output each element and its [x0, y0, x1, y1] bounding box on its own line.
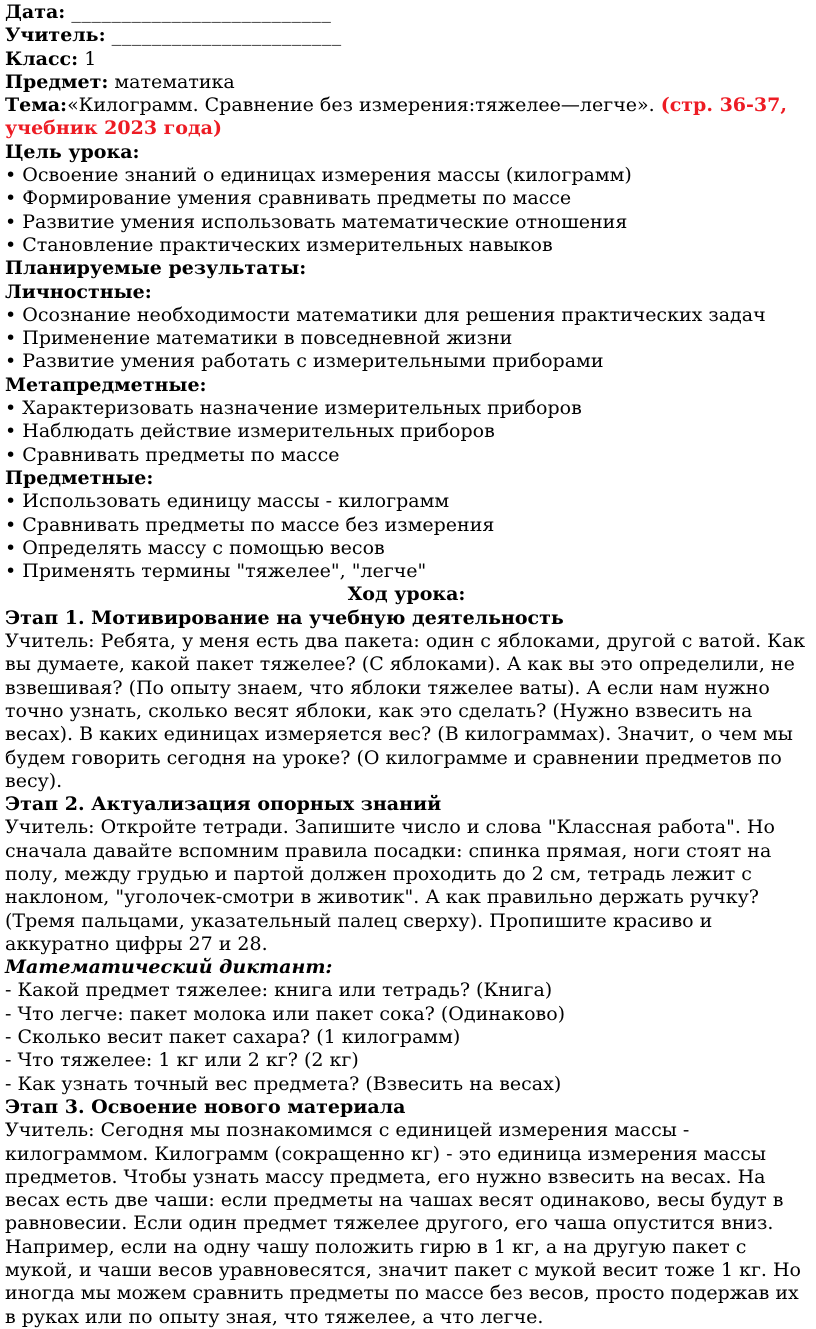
- class-label: Класс:: [5, 47, 79, 70]
- teacher-blank: _______________________: [111, 24, 342, 47]
- results-heading: Планируемые результаты:: [5, 257, 307, 280]
- class-line: [5, 48, 808, 71]
- personal-results-item: • Осознание необходимости математики для решения практических задач: [5, 303, 766, 326]
- stage1-heading: Этап 1. Мотивирование на учебную деятельность: [5, 606, 564, 629]
- metasubject-results-item: • Характеризовать назначение измерительных приборов: [5, 397, 582, 420]
- personal-results-item: • Применение математики в повседневной жизни: [5, 327, 513, 350]
- subject-line: [5, 71, 808, 94]
- lesson-flow-heading: Ход урока:: [347, 583, 466, 606]
- dictation-item: - Как узнать точный вес предмета? (Взвесить на весах): [5, 1072, 562, 1095]
- subject-results-item: • Сравнивать предметы по массе без измерения: [5, 513, 495, 536]
- dictation-item: - Какой предмет тяжелее: книга или тетрадь? (Книга): [5, 979, 553, 1002]
- goal-heading: Цель урока:: [5, 140, 140, 163]
- teacher-label: Учитель:: [5, 24, 106, 47]
- dictation-item: - Сколько весит пакет сахара? (1 килограмм): [5, 1026, 461, 1049]
- topic-value: «Килограмм. Сравнение без измерения:тяжелее—легче».: [67, 94, 655, 117]
- subject-results-item: • Определять массу с помощью весов: [5, 536, 385, 559]
- dictation-item: - Что тяжелее: 1 кг или 2 кг? (2 кг): [5, 1049, 359, 1072]
- subject-results-item: • Использовать единицу массы - килограмм: [5, 490, 450, 513]
- stage3-paragraph: Учитель: Сегодня мы познакомимся с единицей измерения массы - килограммом. Килограмм (сокращенно кг) - это единица измерения массы предметов. Чтобы узнать массу предмета, его нужно взвесить на весах. На весах есть две чаши: если предметы на чашах весят одинаково, весы будут в равновесии. Если один предмет тяжелее другого, его чаша опустится вниз. Например, если на одну чашу положить гирю в 1 кг, а на другую пакет с мукой, и чаши весов уравновесятся, значит пакет с мукой весит тоже 1 кг. Но иногда мы можем сравнить предметы по массе без весов, просто подержав их в руках или по опыту зная, что тяжелее, а что легче.: [5, 1119, 801, 1328]
- date-line: [5, 1, 808, 24]
- goal-item: • Освоение знаний о единицах измерения массы (килограмм): [5, 164, 632, 187]
- dictation-item: - Что легче: пакет молока или пакет сока? (Одинаково): [5, 1002, 566, 1025]
- goal-item: • Становление практических измерительных навыков: [5, 233, 553, 256]
- topic-line: [5, 94, 808, 141]
- subject-results-item: • Применять термины "тяжелее", "легче": [5, 560, 427, 583]
- metasubject-results-item: • Наблюдать действие измерительных приборов: [5, 420, 495, 443]
- personal-results-item: • Развитие умения работать с измерительными приборами: [5, 350, 604, 373]
- date-label: Дата:: [5, 1, 66, 23]
- class-value: 1: [84, 47, 97, 70]
- topic-reference: (стр. 36-37, учебник 2023 года): [5, 94, 787, 140]
- date-blank: __________________________: [71, 1, 332, 23]
- goal-item: • Формирование умения сравнивать предметы по массе: [5, 187, 572, 210]
- metasubject-results-heading: Метапредметные:: [5, 373, 207, 396]
- personal-results-heading: Личностные:: [5, 280, 152, 303]
- teacher-line: [5, 24, 808, 47]
- subject-value: математика: [114, 70, 235, 93]
- subject-results-heading: Предметные:: [5, 466, 154, 489]
- metasubject-results-item: • Сравнивать предметы по массе: [5, 443, 340, 466]
- stage2-heading: Этап 2. Актуализация опорных знаний: [5, 793, 442, 816]
- stage2-paragraph: Учитель: Откройте тетради. Запишите число и слова "Классная работа". Но сначала давайте вспомним правила посадки: спинка прямая, ноги стоят на полу, между грудью и партой должен проходить до 2 см, тетрадь лежит с наклоном, "уголочек-смотри в животик". А как правильно держать ручку? (Тремя пальцами, указательный палец сверху). Пропишите красиво и аккуратно цифры 27 и 28.: [5, 816, 775, 955]
- goal-item: • Развитие умения использовать математические отношения: [5, 210, 628, 233]
- stage3-heading: Этап 3. Освоение нового материала: [5, 1095, 406, 1118]
- topic-label: Тема:: [5, 94, 68, 117]
- stage1-paragraph: Учитель: Ребята, у меня есть два пакета: один с яблоками, другой с ватой. Как вы думаете, какой пакет тяжелее? (С яблоками). А как вы это определили, не взвешивая? (По опыту знаем, что яблоки тяжелее ваты). А если нам нужно точно узнать, сколько весят яблоки, как это сделать? (Нужно взвесить на весах). В каких единицах измеряется вес? (В килограммах). Значит, о чем мы будем говорить сегодня на уроке? (О килограмме и сравнении предметов по весу).: [5, 630, 806, 792]
- math-dictation-heading: Математический диктант:: [5, 956, 333, 979]
- subject-label: Предмет:: [5, 70, 109, 93]
